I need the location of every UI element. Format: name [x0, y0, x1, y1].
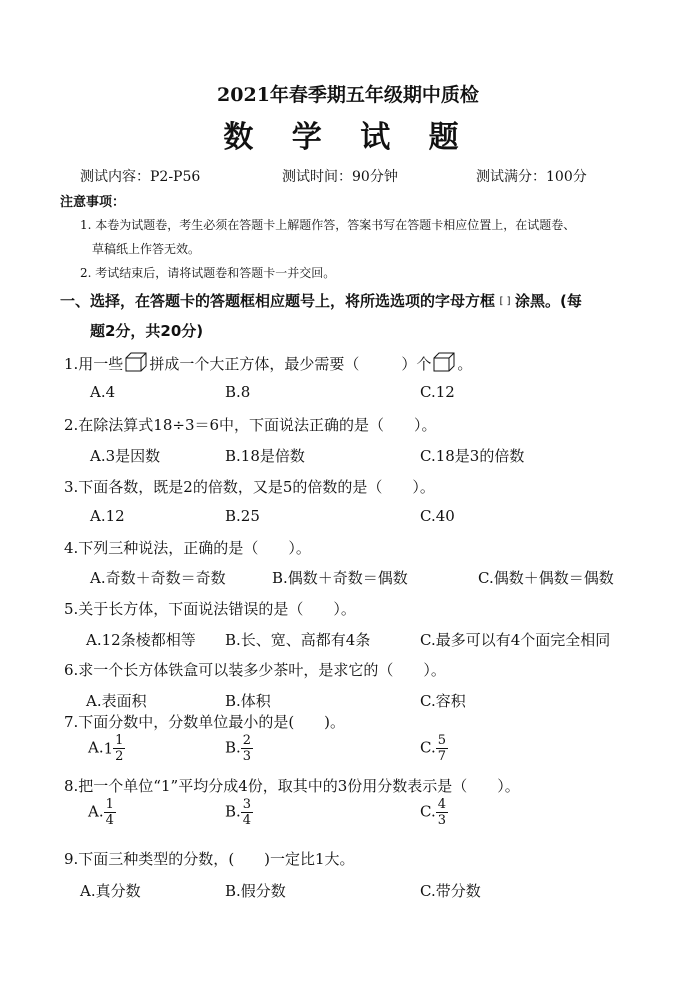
- q5-option-b: B.长、宽、高都有4条: [225, 631, 371, 649]
- question-2: 2.在除法算式18÷3＝6中，下面说法正确的是（ ）。: [64, 416, 437, 434]
- q4-option-a: A.奇数＋奇数＝奇数: [90, 569, 226, 587]
- fraction: [104, 797, 116, 828]
- q3-option-a: A.12: [90, 507, 125, 525]
- q2-option-a: A.3是因数: [90, 447, 161, 465]
- note-1-cont: 草稿纸上作答无效。: [92, 242, 201, 256]
- q2-option-b: B.18是倍数: [225, 447, 305, 465]
- numerator: 3: [242, 797, 252, 812]
- question-8: 8.把一个单位“1”平均分成4份，取其中的3份用分数表示是（ ）。: [64, 777, 520, 795]
- q4-option-b: B.偶数＋奇数＝偶数: [272, 569, 408, 587]
- q7-option-a-label: A.: [88, 738, 104, 757]
- test-content: 测试内容：P2-P56: [80, 169, 201, 185]
- fraction: [113, 733, 125, 764]
- question-5: 5.关于长方体，下面说法错误的是（ ）。: [64, 600, 356, 618]
- exam-title: 2021年春季期五年级期中质检: [217, 84, 479, 106]
- q9-option-c: C.带分数: [420, 882, 481, 900]
- q7-option-a: [88, 733, 125, 764]
- q1-stem-d: 。: [457, 355, 473, 373]
- small-cube-icon: [125, 352, 147, 376]
- subject-title: 数 学 试 题: [223, 120, 473, 155]
- denominator: 4: [242, 813, 252, 828]
- question-3: 3.下面各数，既是2的倍数，又是5的倍数的是（ ）。: [64, 478, 435, 496]
- q8-option-c-label: C.: [420, 802, 436, 821]
- q6-option-c: C.容积: [420, 692, 466, 710]
- q7-option-b-label: B.: [225, 738, 241, 757]
- q8-option-a-label: A.: [88, 802, 104, 821]
- q1-option-c: C.12: [420, 383, 455, 401]
- q1-stem-c: ）个: [401, 355, 432, 373]
- q9-option-b: B.假分数: [225, 882, 286, 900]
- section-heading-text-b: 涂黑。(每: [515, 292, 582, 310]
- numerator: 4: [437, 797, 446, 812]
- fraction: [436, 797, 448, 828]
- denominator: 4: [105, 813, 114, 828]
- denominator: 3: [242, 749, 252, 764]
- q1-stem-b: 拼成一个大正方体，最少需要（: [149, 355, 360, 373]
- question-9: 9.下面三种类型的分数，( )一定比1大。: [64, 850, 355, 868]
- section-heading: [60, 290, 582, 311]
- q6-option-a: A.表面积: [86, 692, 147, 710]
- question-1: [64, 352, 472, 376]
- q3-option-c: C.40: [420, 507, 455, 525]
- q3-option-b: B.25: [225, 507, 260, 525]
- q1-option-b: B.8: [225, 383, 251, 401]
- q8-option-a: [88, 797, 116, 828]
- q1-option-a: A.4: [90, 383, 116, 401]
- numerator: 2: [242, 733, 252, 748]
- note-1: 1. 本卷为试题卷，考生必须在答题卡上解题作答，答案书写在答题卡相应位置上，在试题卷、: [80, 218, 576, 232]
- question-4: 4.下列三种说法，正确的是（ ）。: [64, 539, 311, 557]
- numerator: 1: [115, 733, 124, 748]
- q4-option-c: C.偶数＋偶数＝偶数: [478, 569, 614, 587]
- numerator: 5: [437, 733, 446, 748]
- q9-option-a: A.真分数: [80, 882, 141, 900]
- q8-option-c: [420, 797, 448, 828]
- q5-option-c: C.最多可以有4个面完全相同: [420, 631, 611, 649]
- q7-option-a-whole: 1: [103, 739, 114, 758]
- fraction: [241, 797, 253, 828]
- section-heading-text-a: 一、选择，在答题卡的答题框相应题号上，将所选选项的字母方框: [60, 292, 496, 310]
- q7-option-c-label: C.: [420, 738, 436, 757]
- denominator: 7: [437, 749, 446, 764]
- test-time: 测试时间：90分钟: [282, 169, 398, 185]
- denominator: 3: [437, 813, 446, 828]
- note-2: 2. 考试结束后，请将试题卷和答题卡一并交回。: [80, 266, 336, 280]
- test-score: 测试满分：100分: [476, 169, 587, 185]
- q1-stem-a: 1.用一些: [64, 355, 124, 373]
- notes-heading: 注意事项：: [60, 195, 126, 210]
- fraction: [241, 733, 253, 764]
- question-6: 6.求一个长方体铁盒可以装多少茶叶，是求它的（ ）。: [64, 661, 446, 679]
- q8-option-b-label: B.: [225, 802, 241, 821]
- answer-bracket-icon: [ ]: [499, 296, 511, 307]
- section-heading-cont: 题2分，共20分): [90, 322, 204, 340]
- q7-option-c: [420, 733, 448, 764]
- q2-option-c: C.18是3的倍数: [420, 447, 525, 465]
- small-cube-icon: [433, 352, 455, 376]
- fraction: [436, 733, 448, 764]
- q8-option-b: [225, 797, 253, 828]
- q5-option-a: A.12条棱都相等: [86, 631, 196, 649]
- numerator: 1: [105, 797, 114, 812]
- denominator: 2: [115, 749, 124, 764]
- q7-option-b: [225, 733, 253, 764]
- question-7: 7.下面分数中，分数单位最小的是( )。: [64, 713, 346, 731]
- q6-option-b: B.体积: [225, 692, 271, 710]
